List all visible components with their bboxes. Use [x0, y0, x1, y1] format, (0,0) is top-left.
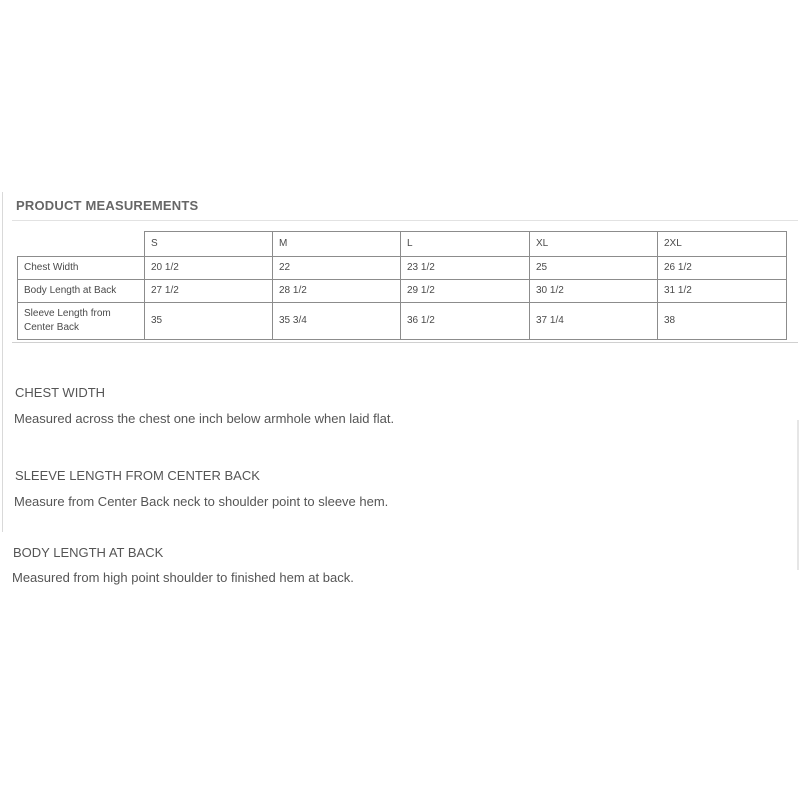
size-header: 2XL — [658, 232, 787, 257]
page-title: PRODUCT MEASUREMENTS — [16, 198, 199, 213]
table-cell: 31 1/2 — [658, 280, 787, 303]
table-cell: 29 1/2 — [401, 280, 530, 303]
table-cell: 38 — [658, 303, 787, 340]
table-corner-cell — [18, 232, 145, 257]
table-cell: 35 3/4 — [273, 303, 401, 340]
row-label: Chest Width — [18, 257, 145, 280]
definition-title: SLEEVE LENGTH FROM CENTER BACK — [15, 468, 260, 483]
size-header: L — [401, 232, 530, 257]
row-label: Body Length at Back — [18, 280, 145, 303]
measurements-table — [17, 231, 787, 340]
table-cell: 27 1/2 — [145, 280, 273, 303]
table-cell: 35 — [145, 303, 273, 340]
table-header-row — [18, 232, 787, 257]
definition-text: Measured across the chest one inch below armhole when laid flat. — [14, 411, 395, 426]
table-cell: 37 1/4 — [530, 303, 658, 340]
size-header: M — [273, 232, 401, 257]
definition-text: Measure from Center Back neck to shoulder point to sleeve hem. — [14, 494, 389, 509]
left-edge-line — [2, 192, 3, 532]
table-cell: 20 1/2 — [145, 257, 273, 280]
size-header: S — [145, 232, 273, 257]
table-row — [18, 257, 787, 280]
table-cell: 30 1/2 — [530, 280, 658, 303]
size-header: XL — [530, 232, 658, 257]
definition-title: CHEST WIDTH — [15, 385, 106, 400]
table-cell: 25 — [530, 257, 658, 280]
table-cell: 36 1/2 — [401, 303, 530, 340]
title-divider — [12, 220, 798, 221]
definition-title: BODY LENGTH AT BACK — [13, 545, 164, 560]
table-row — [18, 303, 787, 340]
table-cell: 26 1/2 — [658, 257, 787, 280]
right-edge-line — [797, 420, 799, 570]
table-cell: 22 — [273, 257, 401, 280]
table-cell: 28 1/2 — [273, 280, 401, 303]
table-divider — [12, 342, 798, 343]
table-row — [18, 280, 787, 303]
table-cell: 23 1/2 — [401, 257, 530, 280]
definition-text: Measured from high point shoulder to finished hem at back. — [12, 570, 354, 585]
row-label: Sleeve Length from Center Back — [18, 303, 145, 340]
